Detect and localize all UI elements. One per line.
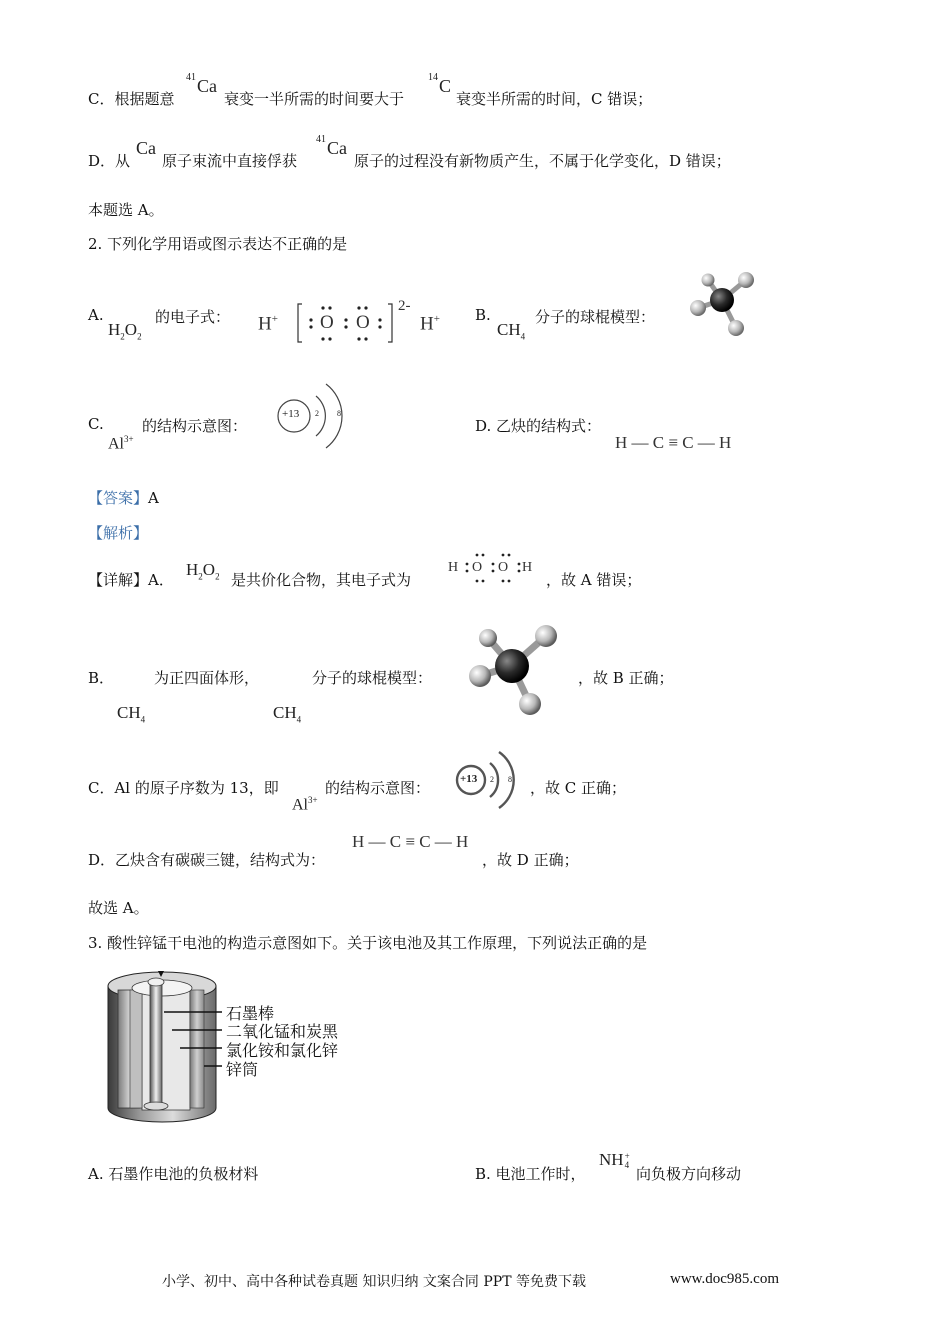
battery-label-mno2: 二氧化锰和炭黑	[226, 1022, 339, 1041]
q2-d-text: D. 乙炔的结构式：	[475, 417, 602, 435]
ethyne-formula-option: H — C ≡ C — H	[615, 433, 732, 452]
ch4-formula-detail-1: $CH_4$	[117, 703, 146, 725]
detail-a-end: ，故 A 错误；	[546, 571, 642, 589]
analysis-tag: 【解析】	[88, 524, 149, 542]
line-d-mid: 原子束流中直接俘获	[162, 152, 298, 170]
h2o2-formula: $H_2O_2$	[108, 320, 142, 342]
ca41-symbol: Ca	[197, 76, 217, 96]
al-shell-1: 2	[315, 409, 319, 418]
electron-h-left: H+	[258, 313, 278, 335]
al-nucleus-charge: +13	[282, 408, 300, 420]
ca41-mass: 41	[186, 72, 196, 83]
line-c-prev	[88, 88, 174, 109]
cov-h1: H	[448, 560, 459, 575]
q2-b-text: 分子的球棍模型：	[535, 308, 656, 326]
line-c-prefix: C．根据题意	[88, 90, 175, 108]
choose-line-1: 本题选 A。	[88, 201, 164, 219]
cov-o1: O	[472, 560, 483, 575]
cov-h2: H	[522, 560, 533, 575]
detail-a-mid: 是共价化合物，其电子式为	[231, 571, 412, 589]
electron-bracket-diagram	[296, 302, 396, 344]
c14-mass: 14	[428, 72, 438, 83]
dry-battery-diagram	[106, 968, 218, 1128]
detail-b-label: B．	[88, 669, 115, 687]
ch4-ball-stick-model-large	[462, 618, 566, 722]
ca41b-mass: 41	[316, 134, 326, 145]
nh4-formula: NH + 4	[599, 1150, 630, 1171]
answer-line	[88, 487, 159, 508]
detail-b-mid: 为正四面体形，	[154, 669, 260, 687]
line-c-mid: 衰变一半所需的时间要大于	[224, 90, 405, 108]
answer-tag: 【答案】	[88, 489, 149, 507]
q3-option-b-start: B. 电池工作时，	[475, 1165, 586, 1183]
detail-c-mid: 的结构示意图：	[325, 779, 431, 797]
al-detail-shell-1: 2	[490, 775, 494, 784]
al3-formula-detail: $Al^{3+}$	[292, 795, 318, 814]
q2-c-text: 的结构示意图：	[142, 417, 248, 435]
detail-d-end: ，故 D 正确；	[482, 851, 579, 869]
battery-label-zinc: 锌筒	[226, 1060, 259, 1079]
electron-charge: 2-	[398, 298, 411, 314]
h2o2-formula-detail: $H_2O_2$	[186, 560, 220, 582]
q2-a-label: A.	[88, 306, 104, 324]
detail-c-end: ，故 C 正确；	[530, 779, 627, 797]
battery-label-graphite: 石墨棒	[226, 1004, 275, 1023]
line-d-suffix: 原子的过程没有新物质产生，不属于化学变化，D 错误；	[354, 152, 731, 170]
q3-option-a: A. 石墨作电池的负极材料	[88, 1165, 259, 1183]
q2-a-text: 的电子式：	[155, 308, 231, 326]
ch4-formula-b: $CH_4$	[497, 320, 526, 342]
q2-b-label: B.	[475, 306, 491, 324]
line-c-suffix: 衰变半所需的时间，C 错误；	[456, 90, 653, 108]
q3-option-b-end: 向负极方向移动	[636, 1165, 742, 1183]
electron-o2: O	[356, 312, 370, 333]
q2-c-label: C.	[88, 415, 104, 433]
answer-value: A	[148, 489, 159, 507]
detail-d-start: D．乙炔含有碳碳三键，结构式为：	[88, 851, 326, 869]
q2-stem: 2. 下列化学用语或图示表达不正确的是	[88, 235, 348, 253]
footer-url[interactable]: www.doc985.com	[670, 1271, 780, 1287]
line-d-prefix: D．从	[88, 152, 131, 170]
cov-o2: O	[498, 560, 509, 575]
footer-promo: 小学、初中、高中各种试卷真题 知识归纳 文案合同 PPT 等免费下载	[162, 1274, 586, 1290]
ca41b-symbol: Ca	[327, 138, 347, 158]
ch4-ball-stick-model-small	[686, 266, 762, 342]
c14-symbol: C	[439, 76, 452, 96]
electron-h-right: H+	[420, 313, 440, 335]
q3-stem: 3. 酸性锌锰干电池的构造示意图如下。关于该电池及其工作原理，下列说法正确的是	[88, 934, 648, 952]
detail-b-end: ，故 B 正确；	[578, 669, 674, 687]
ethyne-formula-detail: H — C ≡ C — H	[352, 832, 469, 851]
detail-c-start: C．Al 的原子序数为 13，即	[88, 779, 279, 797]
detail-a-start: 【详解】A．	[88, 571, 174, 589]
al3-formula-c: $Al^{3+}$	[108, 434, 134, 453]
battery-label-electrolyte: 氯化铵和氯化锌	[226, 1041, 339, 1060]
ch4-formula-detail-2: $CH_4$	[273, 703, 302, 725]
al-shell-2: 8	[337, 409, 341, 418]
detail-b-mid2: 分子的球棍模型：	[312, 669, 433, 687]
choose-line-2: 故选 A。	[88, 899, 149, 917]
electron-o1: O	[320, 312, 334, 333]
al-detail-nucleus: +13	[460, 773, 478, 785]
al-detail-shell-2: 8	[508, 775, 512, 784]
ca-symbol: Ca	[136, 138, 156, 158]
